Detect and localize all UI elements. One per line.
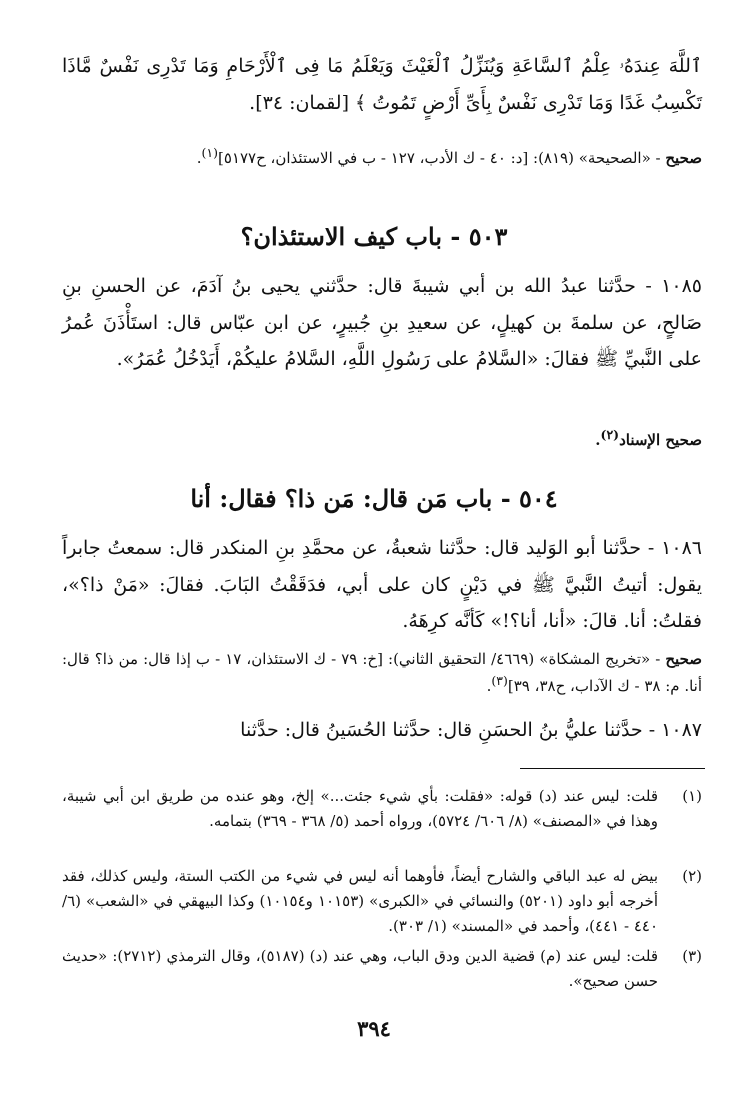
hadith-text: ١٠٨٧ - حدَّثنا عليُّ بنُ الحسَنِ قال: حدَّثنا الحُسَينُ قال: حدَّثنا: [240, 719, 702, 741]
grade-reference: - «الصحيحة» (٨١٩): [د: ٤٠ - ك الأدب، ١٢٧ - ب في الاستئذان، ح٥١٧٧]: [217, 149, 666, 167]
hadith-1086: [62, 530, 702, 640]
hadith-text: ١٠٨٥ - حدَّثنا عبدُ الله بن أبي شيبةَ قال: حدَّثني يحيى بنُ آدَمَ، عن الحسنِ بنِ صَالحٍ، عن سلمةَ بن كهيلٍ، عن سعيدِ بنِ جُبيرٍ، عن ابن عبّاس قال: استَأْذَنَ عُمرُ على النَّبيِّ ﷺ فقالَ: «السَّلامُ على رَسُولِ اللَّهِ، السَّلامُ عليكُمْ، أَيَدْخُلُ عُمَرُ».: [62, 275, 702, 370]
footnote-text: بيض له عبد الباقي والشارح أيضاً، فأوهما أنه ليس في شيء من الكتب الستة، وليس كذلك، فقد أخرجه أبو داود (٥٢٠١) والنسائي في «الكبرى» (١٠١٥٣ و١٠١٥٤) وكذا البيهقي في «الشعب» (٦/ ٤٤٠ - ٤٤١)، وأحمد في «المسند» (١/ ٣٠٣).: [62, 867, 658, 935]
footnote-marker: (٢): [600, 427, 620, 442]
footnote-3: [62, 944, 702, 994]
footnote-1: [62, 784, 702, 834]
footnote-divider: [520, 768, 705, 769]
hadith-1085: [62, 268, 702, 378]
footnote-2: [62, 864, 702, 939]
grading-note: صحيح - «الصحيحة» (٨١٩): [د: ٤٠ - ك الأدب، ١٢٧ - ب في الاستئذان، ح٥١٧٧]$^{(١)}$.: [196, 145, 702, 167]
grade-label: صحيح: [665, 650, 702, 668]
hadith-text: ١٠٨٦ - حدَّثنا أبو الوَليد قال: حدَّثنا شعبةُ، عن محمَّدِ بنِ المنكدر قال: سمعتُ جابراً يقول: أتيتُ النَّبيَّ ﷺ في دَيْنٍ كان على أبي، فدَقَقْتُ البَابَ. فقالَ: «مَنْ ذا؟»، فقلتُ: أنا. قالَ: «أنا، أنا؟!» كَأنَّه كرِهَهُ.: [62, 537, 702, 632]
footnote-marker: (١): [201, 145, 218, 160]
footnote-number: (١): [682, 787, 702, 805]
verse-text: ٱللَّهَ عِندَهُۥ عِلْمُ ٱلسَّاعَةِ وَيُنَزِّلُ ٱلْغَيْثَ وَيَعْلَمُ مَا فِى ٱلْأَرْحَامِ وَمَا تَدْرِى نَفْسٌ مَّاذَا تَكْسِبُ غَدًا وَمَا تَدْرِى نَفْسٌ بِأَىِّ أَرْضٍ تَمُوتُ ﴾ [لقمان: ٣٤].: [62, 55, 702, 114]
isnad-grade: صحيح الإسناد$^{(٢)}$.: [595, 427, 702, 449]
grade-reference: - «تخريج المشكاة» (٤٦٦٩/ التحقيق الثاني): [خ: ٧٩ - ك الاستئذان، ١٧ - ب إذا قال: من ذا؟ قال: أنا. م: ٣٨ - ك الآداب، ح٣٨، ٣٩]: [62, 650, 702, 695]
footnote-text: قلت: ليس عند (د) قوله: «فقلت: بأي شيء جئت...» إلخ، وهو عنده من طريق ابن أبي شيبة، وهذا في «المصنف» (٨/ ٦٠٦/ ٥٧٢٤)، ورواه أحمد (٥/ ٣٦٨ - ٣٦٩) بتمامه.: [62, 787, 658, 830]
grade-label: صحيح: [665, 149, 702, 167]
footnote-number: (٢): [682, 867, 702, 885]
grading-note-1086: صحيح - «تخريج المشكاة» (٤٦٦٩/ التحقيق الثاني): [خ: ٧٩ - ك الاستئذان، ١٧ - ب إذا قال: من ذا؟ قال: أنا. م: ٣٨ - ك الآداب، ح٣٨، ٣٩]$^{(٣)}$.: [62, 650, 702, 695]
quran-verse: [62, 48, 702, 121]
chapter-heading-503: ٥٠٣ - باب كيف الاستئذان؟: [240, 222, 508, 251]
footnote-marker: (٣): [491, 673, 508, 688]
grade-label: صحيح الإسناد: [619, 431, 702, 449]
hadith-1087: [62, 712, 702, 749]
page-number: ٣٩٤: [357, 1016, 391, 1041]
footnote-text: قلت: ليس عند (م) قضية الدين ودق الباب، وهي عند (د) (٥١٨٧)، وقال الترمذي (٢٧١٢): «حديث حسن صحيح».: [62, 947, 658, 990]
footnote-number: (٣): [682, 947, 702, 965]
chapter-heading-504: ٥٠٤ - باب مَن قال: مَن ذا؟ فقال: أنا: [190, 484, 558, 513]
